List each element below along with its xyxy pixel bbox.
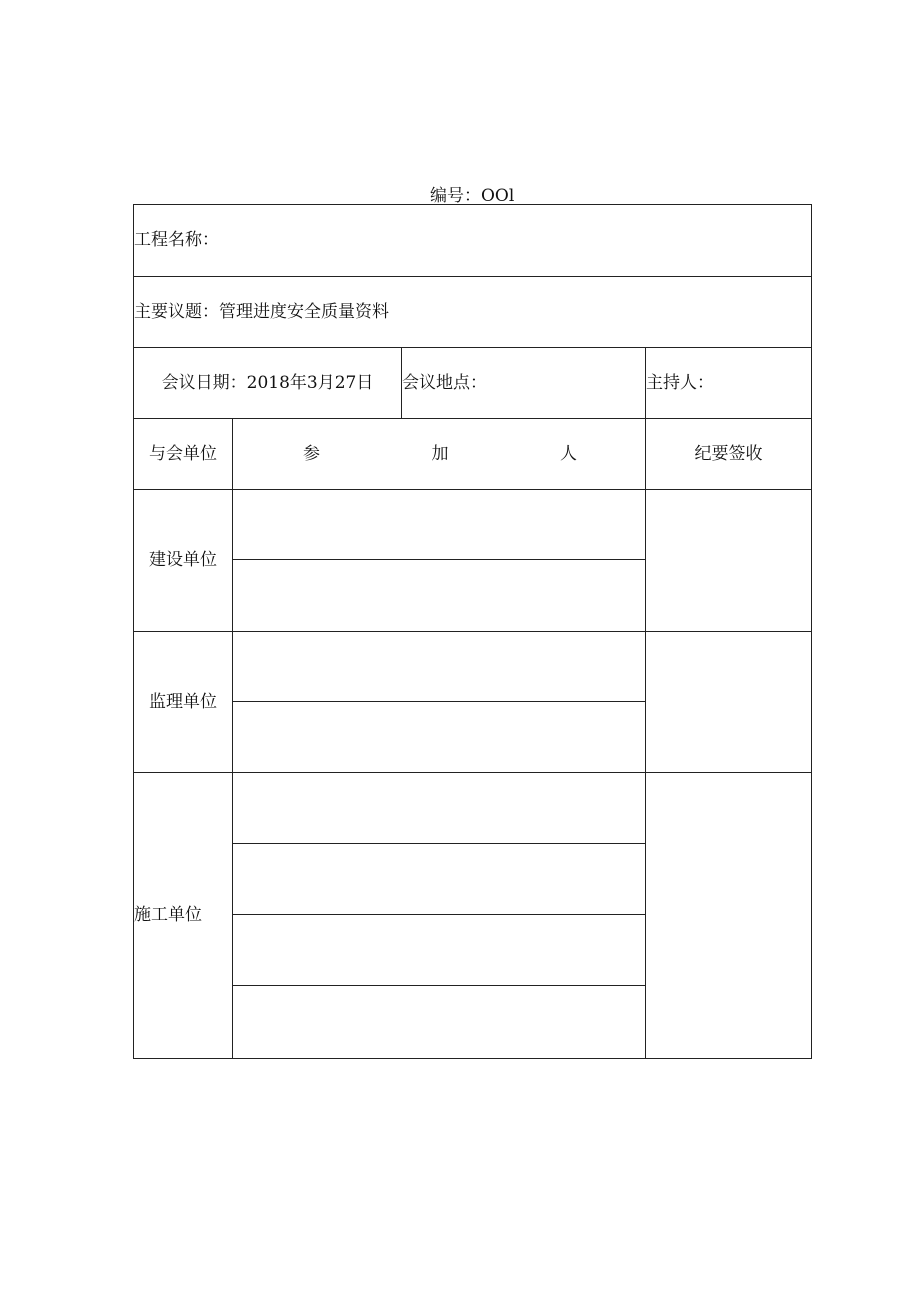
unit-row-construction [134, 490, 812, 632]
project-name-label: 工程名称： [134, 230, 219, 251]
meeting-host-label: 主持人： [646, 372, 714, 393]
meeting-location-label: 会议地点： [402, 372, 487, 393]
unit-name-cell [134, 632, 233, 773]
project-name-row [134, 205, 812, 277]
document-number-value: OOl [481, 186, 515, 206]
unit-name-cell [134, 773, 233, 1059]
participant-entry[interactable] [233, 490, 645, 560]
topic-value: 管理进度安全质量资料 [219, 301, 389, 322]
document-number-label: 编号： [430, 186, 481, 206]
unit-row-contractor [134, 773, 812, 1059]
participant-entry[interactable] [233, 986, 645, 1058]
topic-cell[interactable] [134, 277, 812, 348]
unit-name-cell [134, 490, 233, 632]
meeting-date-cell[interactable] [134, 348, 402, 419]
signature-column-header-label: 纪要签收 [694, 443, 763, 464]
participant-entry[interactable] [233, 632, 645, 702]
signature-column-header [646, 419, 812, 490]
meeting-minutes-form [133, 204, 812, 1059]
participants-char-3: 人 [560, 443, 577, 464]
participants-char-2: 加 [431, 443, 449, 464]
topic-label: 主要议题： [134, 301, 219, 322]
signature-cell[interactable] [646, 632, 812, 773]
participant-entry[interactable] [233, 560, 645, 631]
participant-entry[interactable] [233, 915, 645, 986]
unit-name: 施工单位 [134, 905, 202, 926]
participant-entry[interactable] [233, 773, 645, 844]
meeting-location-cell[interactable] [402, 348, 646, 419]
column-header-row [134, 419, 812, 490]
topic-row [134, 277, 812, 348]
signature-cell[interactable] [646, 773, 812, 1059]
unit-row-supervision [134, 632, 812, 773]
meeting-date-value: 2018年3月27日 [246, 372, 374, 393]
document-number [430, 181, 514, 206]
participants-column-header [233, 419, 646, 490]
participants-cell [233, 632, 646, 773]
project-name-cell[interactable] [134, 205, 812, 277]
unit-column-header-label: 与会单位 [149, 443, 217, 464]
signature-cell[interactable] [646, 490, 812, 632]
unit-name: 建设单位 [149, 550, 217, 571]
participants-cell [233, 490, 646, 632]
participant-entry[interactable] [233, 702, 645, 772]
participants-char-1: 参 [303, 443, 320, 464]
meeting-host-cell[interactable] [646, 348, 812, 419]
unit-name: 监理单位 [149, 691, 217, 712]
meeting-date-label: 会议日期： [161, 372, 247, 393]
meeting-info-row [134, 348, 812, 419]
unit-column-header [134, 419, 233, 490]
participant-entry[interactable] [233, 844, 645, 915]
participants-cell [233, 773, 646, 1059]
